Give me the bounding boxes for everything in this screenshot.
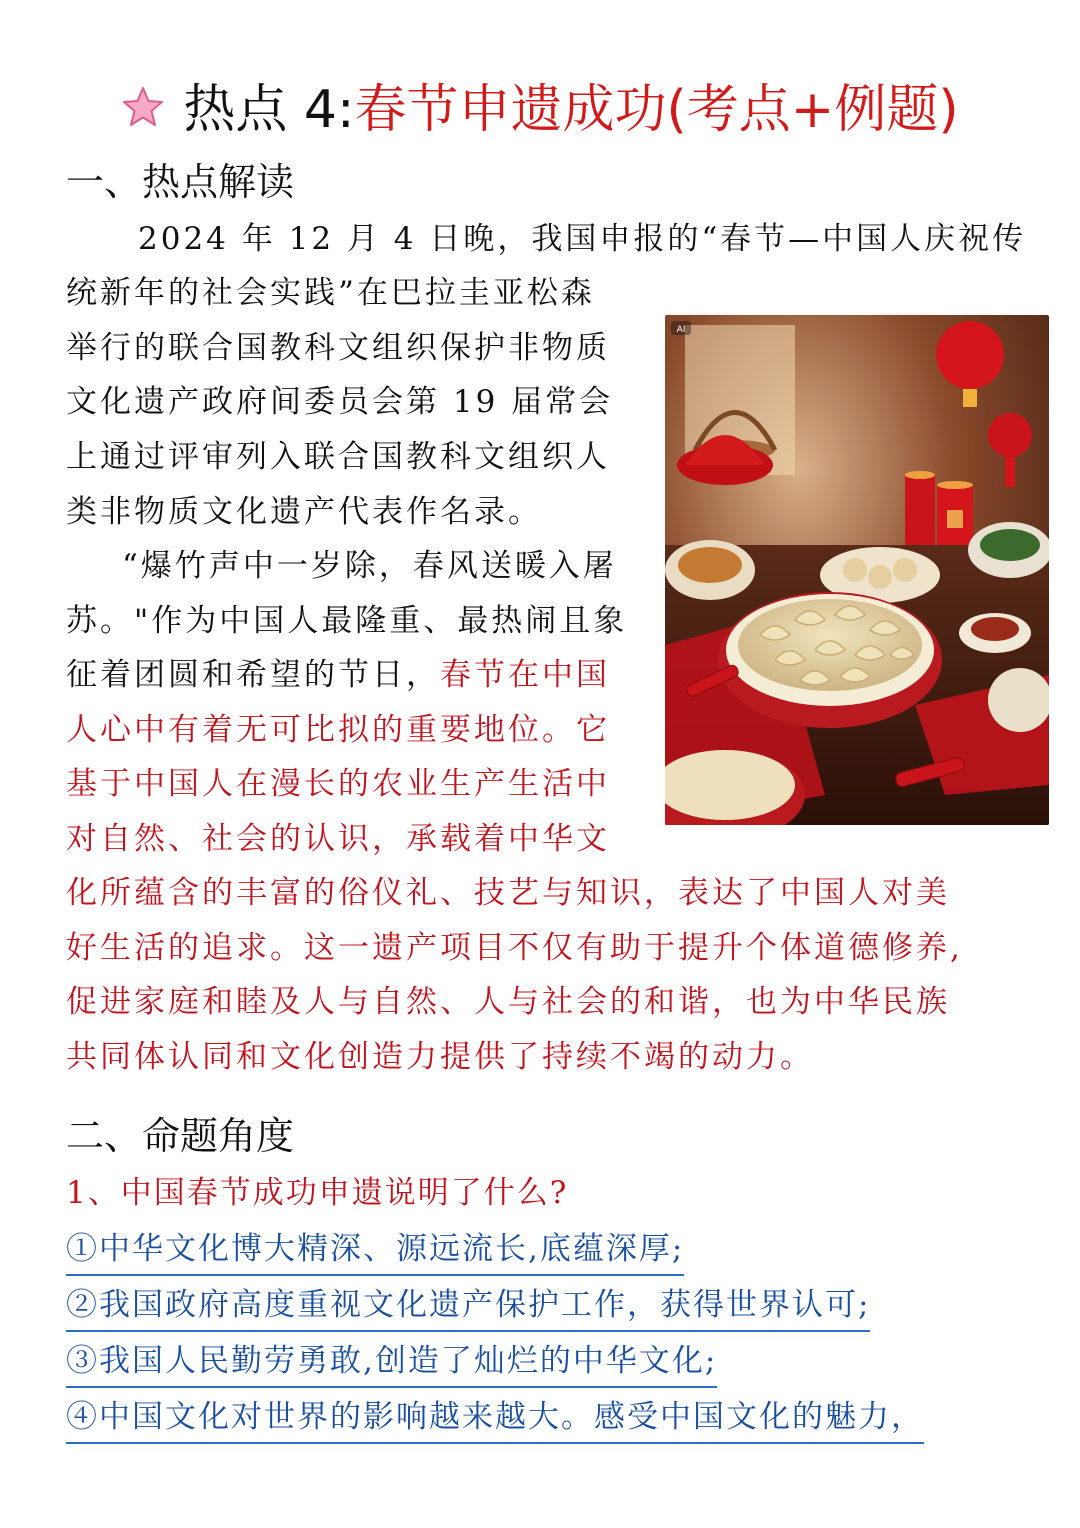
para1-line: 类非物质文化遗产代表作名录。: [66, 494, 542, 530]
star-icon: [121, 85, 165, 129]
section1-heading: 一、热点解读: [66, 160, 295, 204]
question-1: 1、中国春节成功申遗说明了什么?: [66, 1175, 569, 1211]
para1-line: 文化遗产政府间委员会第 19 届常会: [66, 384, 614, 420]
para1-line: 2024 年 12 月 4 日晚，我国申报的“春节—中国人庆祝传: [138, 221, 1027, 257]
title-prefix: 热点 4:: [183, 80, 355, 140]
para1-line: 统新年的社会实践”在巴拉圭亚松森: [66, 275, 595, 311]
para2-red-line: 好生活的追求。这一遗产项目不仅有助于提升个体道德修养,: [66, 930, 963, 966]
para2-red-line: 人心中有着无可比拟的重要地位。它: [66, 712, 610, 748]
page-title: [0, 78, 1080, 142]
answer-item: ③我国人民勤劳勇敢,创造了灿烂的中华文化;: [66, 1338, 717, 1388]
para2-line: 苏。"作为中国人最隆重、最热闹且象: [66, 603, 628, 639]
para2-red-line: 化所蕴含的丰富的俗仪礼、技艺与知识，表达了中国人对美: [66, 875, 950, 911]
para2-line: “爆竹声中一岁除，春风送暖入屠: [122, 548, 617, 584]
para2-red-line: 对自然、社会的认识，承载着中华文: [66, 821, 610, 857]
answer-item: ④中国文化对世界的影响越来越大。感受中国文化的魅力，: [66, 1394, 924, 1444]
section2-heading: 二、命题角度: [66, 1114, 295, 1158]
para1-line: 举行的联合国教科文组织保护非物质: [66, 330, 610, 366]
spring-festival-dinner-photo: [665, 315, 1049, 825]
para2-red-line: 促进家庭和睦及人与自然、人与社会的和谐，也为中华民族: [66, 984, 950, 1020]
answer-item: ①中华文化博大精深、源远流长,底蕴深厚;: [66, 1226, 684, 1276]
para1-line: 上通过评审列入联合国教科文组织人: [66, 439, 610, 475]
para2-line: [66, 648, 610, 702]
para2-red-line: 基于中国人在漫长的农业生产生活中: [66, 766, 610, 802]
dinner-illustration: [665, 315, 1049, 825]
ai-badge: AI: [676, 325, 686, 335]
para2-line3-black: 征着团圆和希望的节日，: [66, 657, 440, 693]
answer-item: ②我国政府高度重视文化遗产保护工作，获得世界认可;: [66, 1282, 870, 1332]
para2-line3-red: 春节在中国: [440, 657, 610, 693]
title-highlight: 春节申遗成功(考点+例题): [354, 80, 959, 140]
para2-red-line: 共同体认同和文化创造力提供了持续不竭的动力。: [66, 1039, 814, 1075]
